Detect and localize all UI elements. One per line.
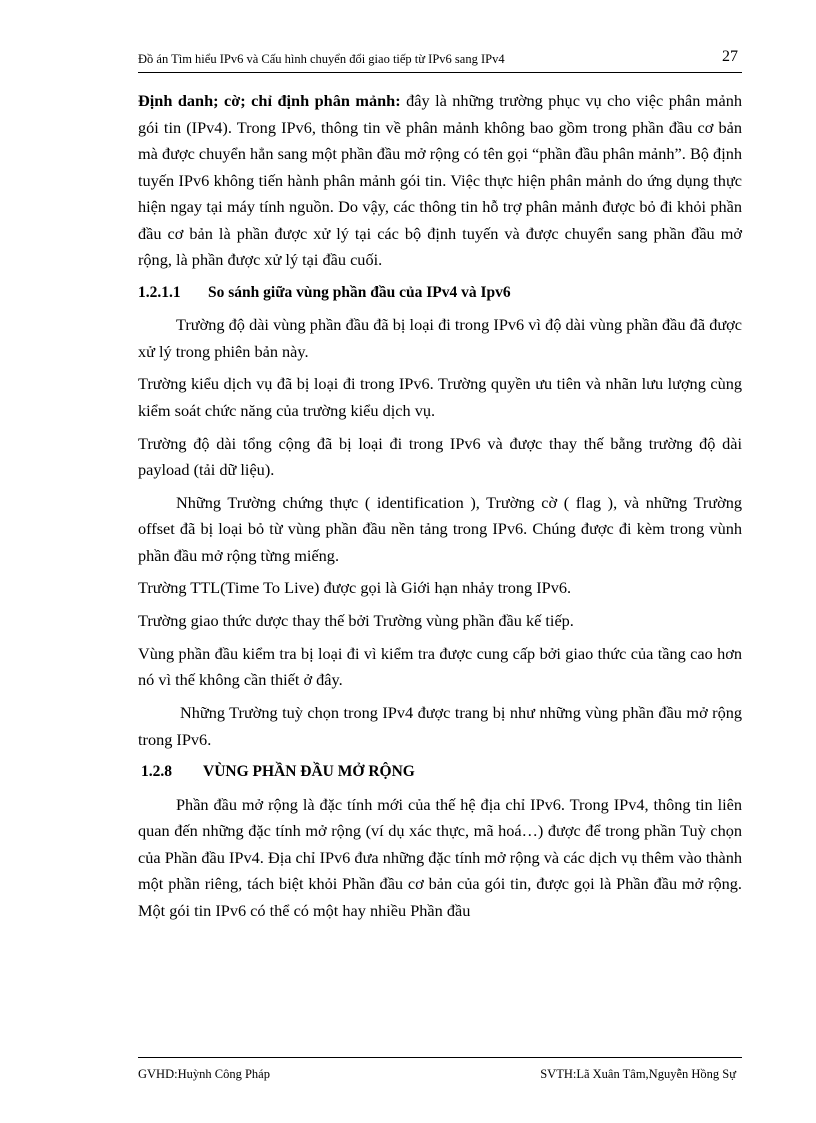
section-heading-extension-headers (138, 759, 742, 786)
footer-students: SVTH:Lã Xuân Tâm,Nguyễn Hồng Sự (540, 1067, 736, 1081)
page-number: 27 (722, 48, 738, 65)
section-title: So sánh giữa vùng phần đầu của IPv4 và Ipv6 (208, 283, 511, 301)
paragraph-fragmentation (138, 88, 742, 274)
paragraph-ttl: Trường TTL(Time To Live) được gọi là Giới hạn nhảy trong IPv6. (138, 578, 572, 598)
paragraph-service-type: Trường kiểu dịch vụ đã bị loại đi trong IPv6. Trường quyền ưu tiên và nhãn lưu lượng cùng kiểm soát chức năng của trường kiểu dịch vụ. (138, 374, 742, 420)
section-number: 1.2.1.1 (138, 283, 181, 301)
paragraph-protocol: Trường giao thức dược thay thế bởi Trường vùng phần đầu kế tiếp. (138, 611, 574, 631)
paragraph-header-length: Trường độ dài vùng phần đầu đã bị loại đi trong IPv6 vì độ dài vùng phần đầu đã được xử lý trong phiên bản này. (138, 315, 742, 361)
page-footer (138, 1057, 742, 1081)
paragraph-identification: Những Trường chứng thực ( identification ), Trường cờ ( flag ), và những Trường offset đã bị loại bỏ từ vùng phần đầu nền tảng trong IPv6. Chúng được đi kèm trong vùnh phần đầu mở rộng từng miếng. (138, 492, 742, 565)
section-heading-comparison (138, 280, 742, 307)
document-title: Đồ án Tìm hiểu IPv6 và Cấu hình chuyển đổi giao tiếp từ IPv6 sang IPv4 (138, 52, 505, 66)
paragraph-lead: Định danh; cờ; chỉ định phân mảnh: (138, 91, 401, 110)
page-header (138, 46, 742, 73)
paragraph-text: đây là những trường phục vụ cho việc phân mảnh gói tin (IPv4). Trong IPv6, thông tin về phân mảnh không bao gồm trong phần đầu cơ bản mà được chuyển hẳn sang một phần đầu mở rộng có tên gọi “phần đầu phân mảnh”. Bộ định tuyến IPv6 không tiến hành phân mảnh gói tin. Việc thực hiện phân mảnh do ứng dụng thực hiện ngay tại máy tính nguồn. Do vậy, các thông tin hỗ trợ phân mảnh được bỏ đi khỏi phần đầu cơ bản là phần được xử lý tại các bộ định tuyến và được chuyển sang phần đầu mở rộng, là phần được xử lý tại đầu cuối. (138, 91, 742, 269)
paragraph-options: Những Trường tuỳ chọn trong IPv4 được trang bị như những vùng phần đầu mở rộng trong IPv6. (138, 703, 742, 749)
footer-supervisor: GVHD:Huỳnh Công Pháp (138, 1067, 270, 1081)
page-body (138, 88, 742, 930)
paragraph-checksum: Vùng phần đầu kiểm tra bị loại đi vì kiểm tra được cung cấp bởi giao thức của tầng cao hơn nó vì thế không cần thiết ở đây. (138, 643, 742, 690)
section-number: 1.2.8 (141, 763, 172, 781)
paragraph-extension-intro: Phần đầu mở rộng là đặc tính mới của thế hệ địa chỉ IPv6. Trong IPv4, thông tin liên quan đến những đặc tính mở rộng (ví dụ xác thực, mã hoá…) được để trong phần Tuỳ chọn của Phần đầu IPv4. Địa chỉ IPv6 đưa những đặc tính mở rộng và các dịch vụ thêm vào thành một phần riêng, tách biệt khỏi Phần đầu cơ bản của gói tin, được gọi là Phần đầu mở rộng. Một gói tin IPv6 có thể có một hay nhiều Phần đầu (138, 794, 742, 920)
section-title: VÙNG PHẦN ĐẦU MỞ RỘNG (203, 763, 415, 781)
paragraph-total-length: Trường độ dài tổng cộng đã bị loại đi trong IPv6 và được thay thế bằng trường độ dài payload (tải dữ liệu). (138, 433, 742, 480)
